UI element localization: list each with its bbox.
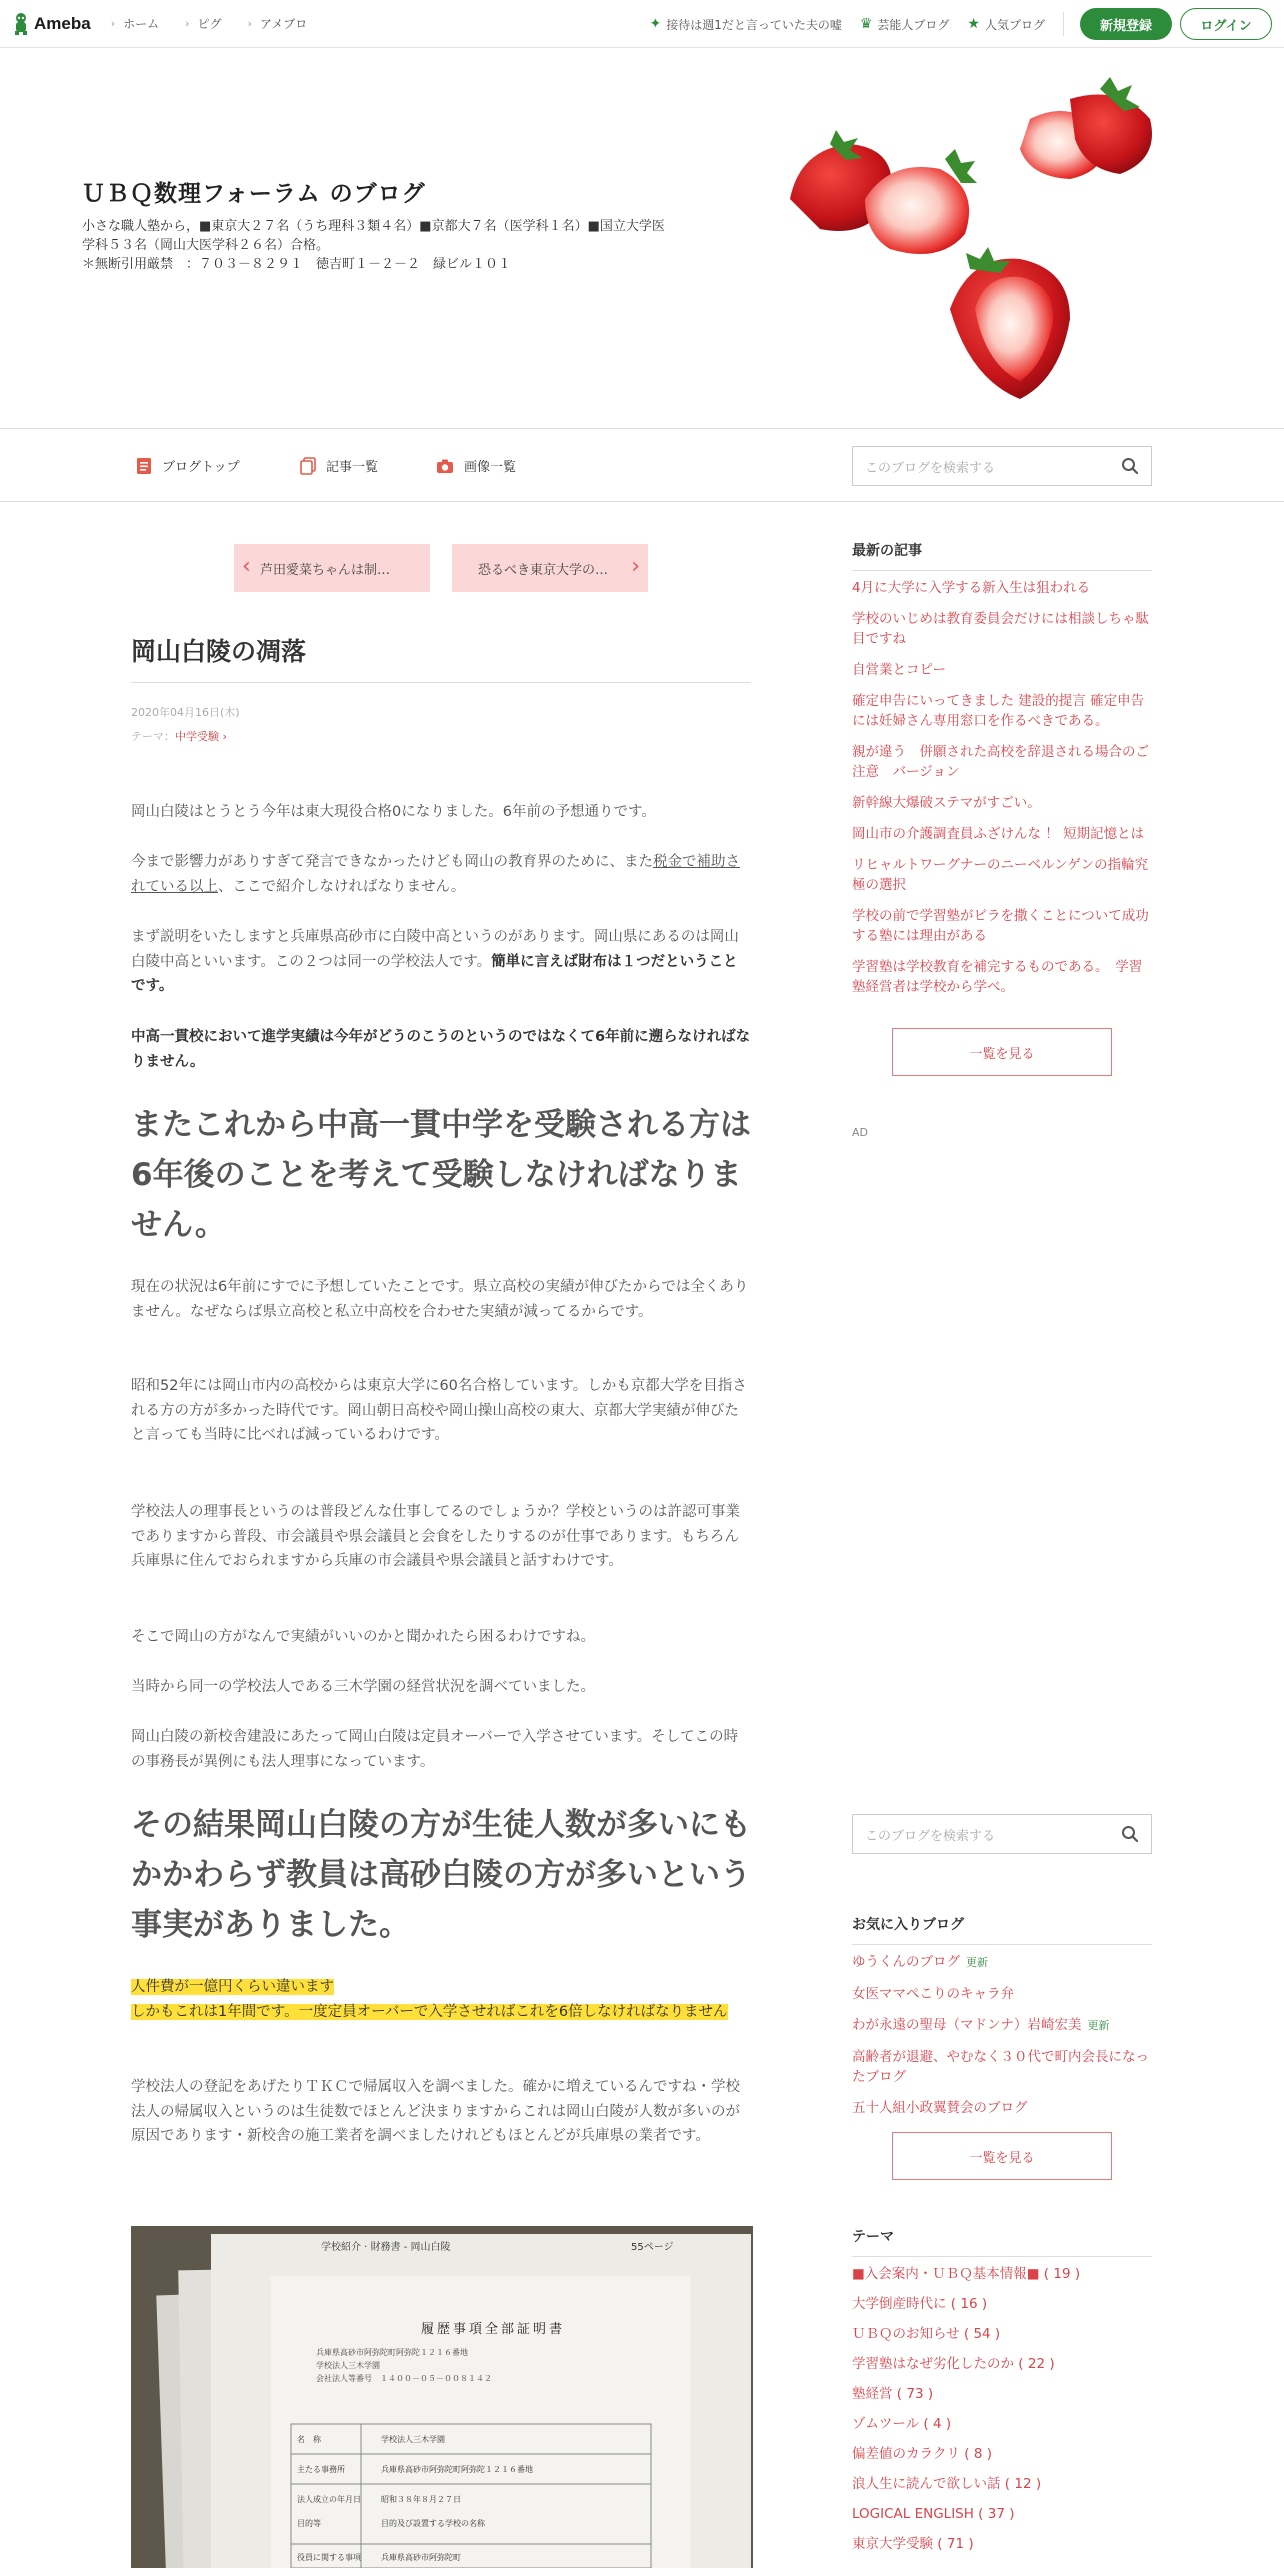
photo-doc-title: 履歴事項全部証明書 [421,2322,566,2337]
blog-description [82,217,702,274]
document-icon [136,457,152,475]
theme-link[interactable]: ■入会案内・ＵＢＱ基本情報■ ( 19 ) [852,2266,1081,2282]
theme-heading: テーマ [852,2226,1152,2257]
latest-more-button[interactable]: 一覧を見る [892,1028,1112,1076]
next-entry-label: 恐るべき東京大学の… [478,562,609,578]
theme-link[interactable]: 大学倒産時代に ( 16 ) [852,2296,988,2312]
register-button[interactable]: 新規登録 [1080,8,1172,40]
entry-theme [131,728,227,744]
favorite-blog-link[interactable]: わが永遠の聖母（マドンナ）岩崎宏美 [852,2017,1082,2033]
theme-link[interactable]: 塾経営 ( 73 ) [852,2386,934,2402]
favorite-blogs-list [852,1952,1152,2129]
latest-articles-heading: 最新の記事 [852,540,1152,571]
photo-row-key: 名 称 [297,2435,321,2444]
highlight-line: しかもこれは1年間です。一度定員オーバーで入学させればこれを6倍しなければなりません [131,2004,728,2020]
latest-article-link[interactable]: 学校の前で学習塾がビラを撒くことについて成功する塾には理由がある [852,908,1149,944]
featured-link[interactable] [649,16,841,33]
photo-doc-lines [316,2346,492,2385]
search-placeholder: このブログを検索する [865,1828,996,1844]
image-list-link[interactable] [436,456,516,475]
entry-title[interactable]: 岡山白陵の凋落 [131,632,751,683]
latest-article-link[interactable]: 学校のいじめは教育委員会だけには相談しちゃ駄目ですね [852,611,1149,647]
blog-subnav [0,430,1284,502]
entry-theme-link[interactable]: 中学受験 [175,730,219,743]
latest-article-link[interactable]: 確定申告にいってきました 建設的提言 確定申告には妊婦さん専用窓口を作るべきである。 [852,693,1145,729]
favorite-blog-link[interactable]: 五十人組小政翼賛会のブログ [852,2100,1028,2116]
entry-large-heading: またこれから中高一貫中学を受験される方は6年後のことを考えて受験しなければなりません。 [131,1107,751,1243]
camera-icon [436,458,454,474]
star-icon: ★ [967,16,980,32]
entry-paragraph: 岡山白陵はとうとう今年は東大現役合格0になりました。6年前の予想通りです。 [131,804,656,820]
favorite-blog-item[interactable] [852,2047,1152,2087]
favorite-blog-link[interactable]: 高齢者が退避、やむなく３０代で町内会長になったブログ [852,2049,1149,2085]
entry-paragraph: 当時から同一の学校法人である三木学園の経営状況を調べていました。 [131,1679,595,1695]
sparkle-icon: ✦ [649,16,662,32]
popular-blog-link[interactable] [967,16,1045,33]
entry-paragraph: 昭和52年には岡山市内の高校からは東京大学に60名合格しています。しかも京都大学を目指される方の方が多かった時代です。岡山朝日高校や岡山操山高校の東大、京都大学実績が伸びたと言っても当時に比べれば減っているわけです。 [131,1378,747,1443]
paragraph-text: まず説明をいたしますと兵庫県高砂市に白陵中高というのがあります。岡山県にあるのは岡山白陵中高といいます。この２つは同一の学校法人です。 [131,929,739,970]
nav-home-label: ホーム [123,17,160,31]
copy-icon [300,457,316,475]
theme-link[interactable]: LOGICAL ENGLISH ( 37 ) [852,2506,1015,2522]
theme-link[interactable]: 東京大学受験 ( 71 ) [852,2536,974,2552]
ameba-mascot-icon [12,12,30,36]
photo-row-value: 昭和３８年８月２７日 [381,2495,461,2504]
updated-badge: 更新 [1087,2019,1110,2032]
search-icon[interactable] [1121,457,1139,475]
logo-text: Ameba [34,13,91,33]
document-photo-graphic [131,2226,753,2568]
latest-article-link[interactable]: 4月に大学に入学する新入生は狙われる [852,580,1091,596]
chevron-left-icon: ‹ [242,554,251,579]
photo-doc-line: 兵庫県高砂市阿弥陀町阿弥陀１２１６番地 [316,2348,468,2357]
photo-row-value: 兵庫県高砂市阿弥陀町阿弥陀１２１６番地 [381,2465,533,2474]
featured-link-label: 接待は週1だと言っていた夫の嘘 [666,17,842,32]
crown-icon: ♛ [859,16,873,32]
theme-link[interactable]: ＵＢＱのお知らせ ( 54 ) [852,2326,1001,2342]
photo-header-right: 55ページ [631,2242,674,2253]
next-entry-button[interactable] [452,544,648,592]
latest-article-link[interactable]: リヒャルトワーグナーのニーベルンゲンの指輪究極の選択 [852,857,1149,893]
favorite-blog-item[interactable] [852,2098,1152,2118]
entry-large-heading: その結果岡山白陵の方が生徒人数が多いにもかかわらず教員は高砂白陵の方が多いという事実がありました。 [131,1807,751,1943]
favorite-blog-link[interactable]: ゆうくんのブログ [852,1954,960,1970]
celebrity-blog-label: 芸能人ブログ [877,17,950,32]
nav-ameblo[interactable] [248,15,308,32]
celebrity-blog-link[interactable] [860,16,950,33]
ad-label: AD [852,1126,868,1139]
divider [1063,12,1064,36]
entry-theme-prefix: テーマ： [131,730,175,743]
article-list-label: 記事一覧 [326,460,379,475]
sidebar-search-input[interactable] [852,1814,1152,1854]
article-list-link[interactable] [300,456,378,475]
chevron-right-icon: › [110,17,116,30]
photo-row-key: 目的等 [297,2519,321,2528]
entry-paragraph: 学校法人の登記をあげたりＴＫＣで帰属収入を調べました。確かに増えているんですね・学校法人の帰属収入というのは生徒数でほとんど決まりますからこれは岡山白陵が人数が多いのが原因であります・新校舎の施工業者を調べましたけれどもほとんどが兵庫県の業者です。 [131,2079,740,2144]
chevron-right-icon: › [247,17,252,30]
entry-paragraph [131,925,751,999]
global-nav [111,15,334,32]
entry-paragraph: 現在の状況は6年前にすでに予想していたことです。県立高校の実績が伸びたからでは全くありません。なぜならば県立高校と私立中高校を合わせた実績が減ってるからです。 [131,1279,749,1320]
ameba-logo[interactable] [12,12,91,36]
paragraph-text: 今まで影響力がありすぎて発言できなかったけども岡山の教育界のために、また [131,854,653,870]
search-icon[interactable] [1121,1825,1139,1843]
photo-row-key: 法人成立の年月日 [297,2495,361,2504]
login-button[interactable]: ログイン [1180,8,1272,40]
nav-pigg[interactable] [185,15,221,32]
theme-link[interactable]: 浪人生に読んで欲しい話 ( 12 ) [852,2476,1042,2492]
blog-top-label: ブログトップ [162,460,240,475]
blog-description-line: 学科５３名（岡山大医学科２６名）合格。 [82,238,330,253]
updated-badge: 更新 [966,1956,988,1969]
theme-link[interactable]: 学習塾はなぜ劣化したのか ( 22 ) [852,2356,1055,2372]
theme-link[interactable]: 偏差値のカラクリ ( 8 ) [852,2446,992,2462]
theme-link[interactable]: ゾムツール ( 4 ) [852,2416,952,2432]
photo-doc-line: 学校法人三木学園 [316,2361,380,2370]
popular-blog-label: 人気ブログ [984,17,1045,32]
paragraph-text: 、ここで紹介しなければなりません。 [218,878,466,895]
favorites-more-button[interactable]: 一覧を見る [892,2132,1112,2180]
latest-articles-list [852,578,1152,1008]
strawberry-header-image [770,59,1170,419]
nav-ameblo-label: アメブロ [259,17,308,31]
photo-header-left: 学校紹介 · 財務書 - 岡山白陵 [321,2242,451,2253]
global-header [0,0,1284,48]
blog-description-line: ＊無断引用厳禁 ：７０３－８２９１ 徳吉町１－２－２ 緑ビル１０１ [82,257,512,272]
highlight-text [131,1975,751,2000]
photo-row-key: 役員に関する事項 [297,2553,361,2562]
chevron-right-icon: › [631,554,640,579]
nav-pigg-label: ピグ [197,17,222,31]
photo-row-key: 主たる事務所 [297,2465,345,2474]
blog-description-line: 小さな職人塾から，■東京大２７名（うち理科３類４名）■京都大７名（医学科１名）■国立大学医 [82,219,665,234]
chevron-right-icon: › [219,730,227,743]
latest-article-link[interactable]: 学習塾は学校教育を補完するものである。 学習塾経営者は学校から学べ。 [852,959,1143,995]
image-list-label: 画像一覧 [464,460,517,475]
search-placeholder: このブログを検索する [865,460,996,476]
favorite-blog-item[interactable] [852,2015,1152,2036]
favorite-blogs-heading: お気に入りブログ [852,1914,1152,1945]
favorite-blog-item[interactable] [852,1984,1152,2004]
blog-top-link[interactable] [136,456,240,475]
chevron-right-icon: › [185,17,190,30]
favorite-blog-link[interactable]: 女医ママぺこりのキャラ弁 [852,1986,1014,2002]
prev-entry-label: 芦田愛菜ちゃんは制… [260,562,391,578]
underlined-text: 税金で補助されている以上 [131,854,740,895]
photo-row-value: 学校法人三木学園 [381,2435,445,2444]
highlight-line: 人件費が一億円くらい違います [131,1979,334,1995]
prev-entry-button[interactable] [234,544,430,592]
document-photo[interactable] [131,2226,753,2568]
nav-home[interactable] [111,15,159,32]
highlight-text [131,2000,751,2025]
photo-doc-line: 会社法人等番号 １４００－０５－００８１４２ [316,2374,492,2383]
entry-paragraph: 学校法人の理事長というのは普段どんな仕事してるのでしょうか？学校というのは許認可事業でありますから普段、市会議員や県会議員と会食をしたりするのが仕事であります。もちろん兵庫県に住んでおられますから兵庫の市会議員や県会議員と話すわけです。 [131,1504,740,1569]
latest-article-link[interactable]: 岡山市の介護調査員ふざけんな ！ 短期記憶とは [852,826,1145,842]
entry-paragraph-bold: 中高一貫校において進学実績は今年がどうのこうのというのではなくて6年前に遡らなければなりません。 [131,1029,751,1070]
theme-list [852,2264,1152,2564]
header-right [649,0,1272,48]
entry-paragraph: そこで岡山の方がなんで実績がいいのかと聞かれたら困るわけですね。 [131,1629,595,1645]
entry-paragraph: 岡山白陵の新校舎建設にあたって岡山白陵は定員オーバーで入学させています。そしてこの時の事務長が異例にも法人理事になっています。 [131,1729,739,1770]
entry-paragraph [131,850,751,899]
blog-title[interactable]: ＵＢＱ数理フォーラム のブログ [82,181,426,207]
latest-article-link[interactable]: 新幹線大爆破ステマがすごい。 [852,795,1041,811]
latest-article-link[interactable]: 自営業とコピー [852,662,946,678]
entry-date: 2020年04月16日(木) [131,706,240,719]
latest-article-link[interactable]: 親が違う 併願された高校を辞退される場合のご注意 バージョン [852,744,1149,780]
photo-row-value: 目的及び設置する学校の名称 [381,2519,485,2528]
bold-text: 簡単に言えば財布は１つだということです。 [131,953,738,994]
blog-header [0,49,1284,429]
blog-search-input[interactable] [852,446,1152,486]
favorite-blog-item[interactable] [852,1952,1152,1973]
photo-row-value: 兵庫県高砂市阿弥陀町 [381,2553,461,2562]
